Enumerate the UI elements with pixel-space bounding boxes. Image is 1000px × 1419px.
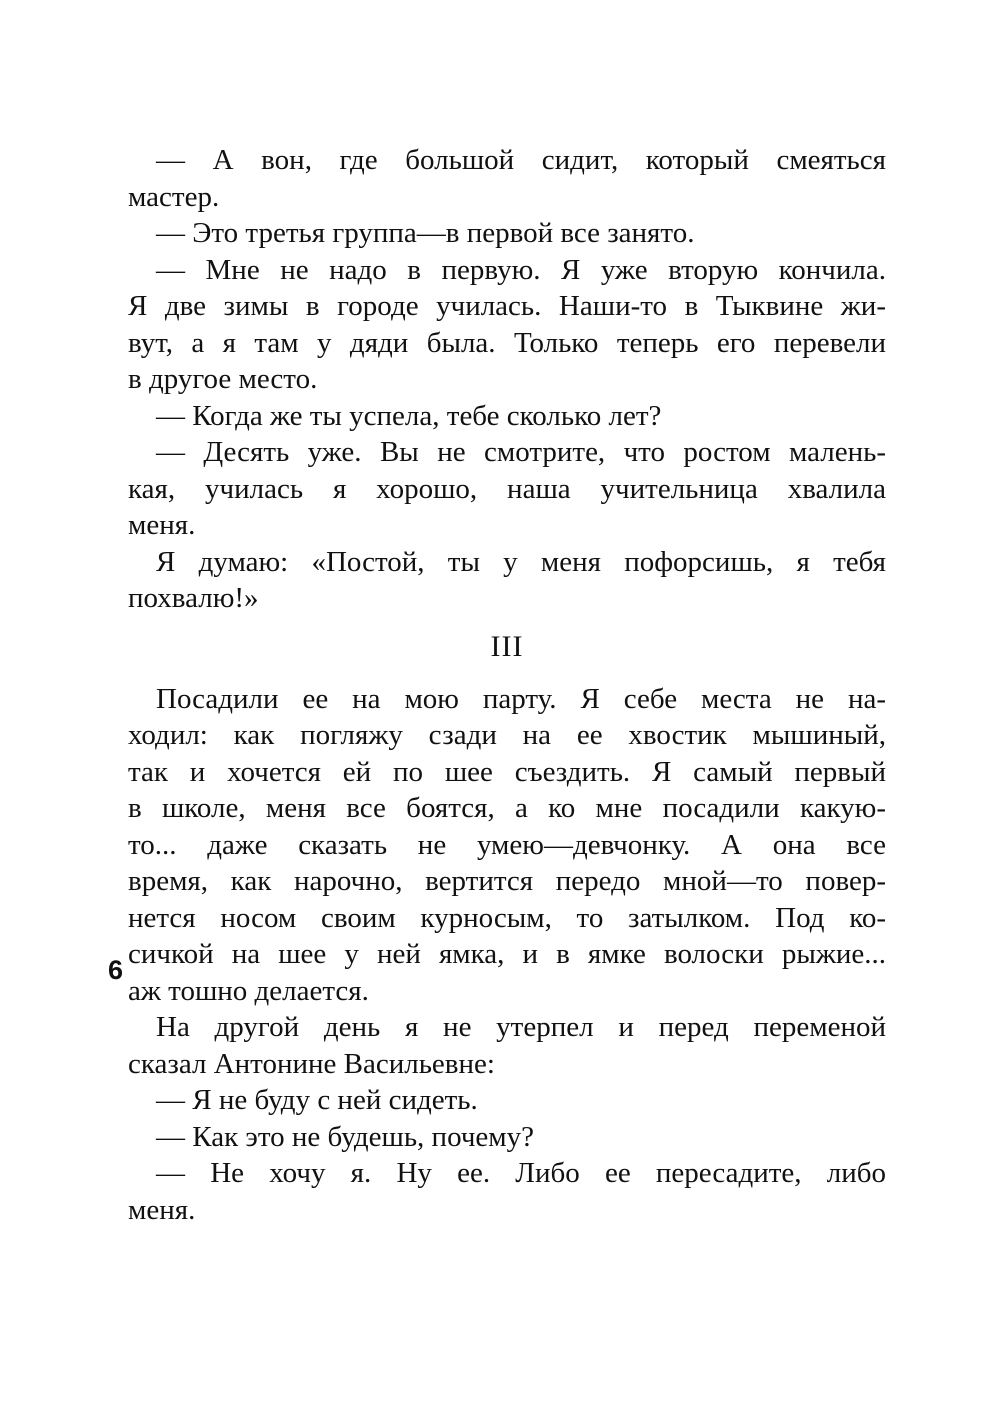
text-line: кая, училась я хорошо, наша учительница хвалила [128,472,886,505]
text-line: мастер. [128,180,220,213]
text-line: — А вон, где большой сидит, который смеяться [156,144,886,176]
text-line: — Десять уже. Вы не смотрите, что ростом малень- [156,436,886,468]
text-line: время, как нарочно, вертится передо мной—то повер- [128,865,886,897]
text-line: сичкой на шее у ней ямка, и в ямке волоски рыжие... [128,938,886,970]
text-line: так и хочется ей по шее съездить. Я самый первый [128,755,886,788]
text-line: Я думаю: «Постой, ты у меня пофорсишь, я тебя [156,545,886,578]
text-line: На другой день я не утерпел и перед переменой [156,1011,886,1043]
text-line: — Не хочу я. Ну ее. Либо ее пересадите, либо [156,1157,886,1189]
chapter-heading: III [490,629,524,663]
text-block-1 [128,142,886,617]
text-line: Посадили ее на мою парту. Я себе места не на- [156,682,886,715]
text-line: то... даже сказать не умею—девчонку. А она все [128,828,886,861]
text-line: — Мне не надо в первую. Я уже вторую кончила. [156,253,886,286]
text-line: меня. [128,509,196,541]
text-line: в другое место. [128,363,318,395]
text-line: похвалю!» [128,582,259,614]
text-line: — Когда же ты успела, тебе сколько лет? [156,399,662,432]
text-line: ходил: как погляжу сзади на ее хвостик мышиный, [128,719,886,751]
text-line: сказал Антонине Васильевне: [128,1047,495,1080]
text-line: Я две зимы в городе училась. Наши-то в Тыквине жи- [128,290,886,322]
text-line: аж тошно делается. [128,974,369,1007]
text-line: меня. [128,1193,196,1226]
book-page [128,142,886,1228]
text-line: — Как это не будешь, почему? [156,1120,535,1153]
text-line: нется носом своим курносым, то затылком. Под ко- [128,901,886,934]
text-line: — Это третья группа—в первой все занято. [156,217,695,249]
text-block-2 [128,681,886,1229]
page-number: 6 [108,955,124,985]
text-line: вут, а я там у дяди была. Только теперь его перевели [128,326,886,359]
text-line: в школе, меня все боятся, а ко мне посадили какую- [128,792,886,824]
text-line: — Я не буду с ней сидеть. [156,1084,478,1116]
